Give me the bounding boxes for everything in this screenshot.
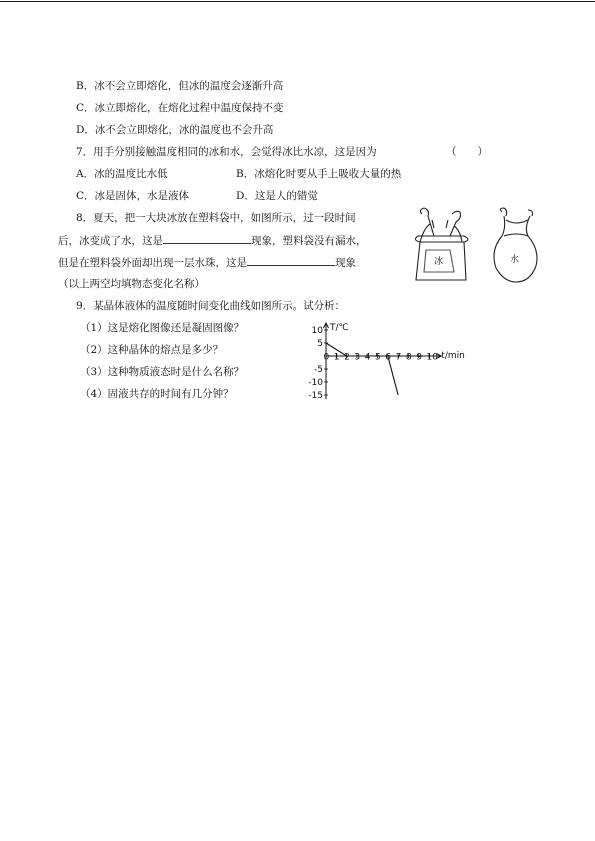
y-tick-labels bbox=[308, 326, 328, 401]
x-tick-label: 4 bbox=[364, 352, 371, 363]
y-tick-label: 5 bbox=[317, 339, 323, 349]
q7-answer-bracket: （ ） bbox=[446, 146, 488, 158]
bag-right-label: 水 bbox=[510, 255, 520, 265]
chart-axes bbox=[324, 323, 442, 399]
q9-sub3: （3）这种物质液态时是什么名称？ bbox=[80, 366, 245, 378]
q8-line3-end: 现象 bbox=[335, 257, 356, 269]
plot-area bbox=[323, 343, 398, 395]
q7-option-d: D．这是人的错觉 bbox=[236, 190, 318, 202]
q7-option-c: C．冰是固体，水是液体 bbox=[76, 190, 190, 202]
q9-stem: 9．某晶体液体的温度随时间变化曲线如图所示。试分析： bbox=[76, 300, 346, 312]
x-tick-label: 3 bbox=[354, 352, 361, 363]
q8-note: （以上两空均填物态变化名称） bbox=[58, 278, 205, 290]
q9-sub2: （2）这种晶体的熔点是多少？ bbox=[80, 344, 224, 356]
bag-with-water-illustration bbox=[494, 208, 537, 282]
plastic-bag-figure bbox=[404, 206, 544, 288]
temperature-time-chart bbox=[296, 318, 496, 414]
y-tick-label: 10 bbox=[311, 326, 323, 336]
x-tick-label: 2 bbox=[344, 352, 350, 363]
y-tick-label: -10 bbox=[308, 378, 323, 388]
x-tick-label: 5 bbox=[375, 352, 381, 363]
q8-line2 bbox=[58, 233, 367, 248]
q7-option-b: B．冰熔化时要从手上吸收大量的热 bbox=[236, 168, 402, 180]
x-tick-label: 7 bbox=[395, 352, 402, 363]
q7-option-a: A．冰的温度比水低 bbox=[76, 168, 168, 180]
y-tick-label: -5 bbox=[314, 365, 323, 375]
q8-line3 bbox=[58, 255, 356, 270]
q8-line2-end: 现象，塑料袋没有漏水， bbox=[251, 235, 367, 247]
x-tick-label: 8 bbox=[405, 352, 412, 363]
q8-blank-1[interactable] bbox=[163, 233, 251, 244]
q8-line3-start: 但是在塑料袋外面却出现一层水珠，这是 bbox=[58, 257, 247, 269]
x-tick-label: 6 bbox=[385, 352, 392, 363]
bag-left-label: 冰 bbox=[434, 257, 444, 267]
q8-line1: 8．夏天，把一大块冰放在塑料袋中，如图所示，过一段时间 bbox=[76, 212, 356, 224]
q6-option-c: C．冰立即熔化，在熔化过程中温度保持不变 bbox=[76, 102, 284, 114]
x-axis-label: t/min bbox=[441, 351, 465, 361]
x-tick-label: 1 bbox=[333, 352, 340, 363]
q8-line2-start: 后，冰变成了水，这是 bbox=[58, 235, 163, 247]
bag-with-ice-illustration bbox=[415, 208, 468, 280]
x-tick-label: 9 bbox=[416, 352, 422, 363]
x-tick-label: 0 bbox=[323, 352, 330, 363]
y-tick-label: -15 bbox=[308, 391, 323, 401]
q8-blank-2[interactable] bbox=[247, 255, 335, 266]
temperature-curve bbox=[323, 343, 398, 395]
q9-sub4: （4）固液共存的时间有几分钟？ bbox=[80, 388, 234, 400]
q6-option-b: B．冰不会立即熔化，但冰的温度会逐渐升高 bbox=[76, 80, 284, 92]
q7-stem: 7．用手分别接触温度相同的冰和水，会觉得冰比水凉，这是因为 bbox=[76, 146, 377, 158]
q9-sub1: （1）这是熔化图像还是凝固图像？ bbox=[80, 322, 245, 334]
y-axis-label: T/℃ bbox=[330, 323, 349, 333]
x-tick-label: 10 bbox=[426, 352, 438, 363]
q6-option-d: D．冰不会立即熔化，冰的温度也不会升高 bbox=[76, 124, 274, 136]
x-tick-labels bbox=[324, 353, 439, 363]
page-top-rule bbox=[0, 1, 595, 2]
